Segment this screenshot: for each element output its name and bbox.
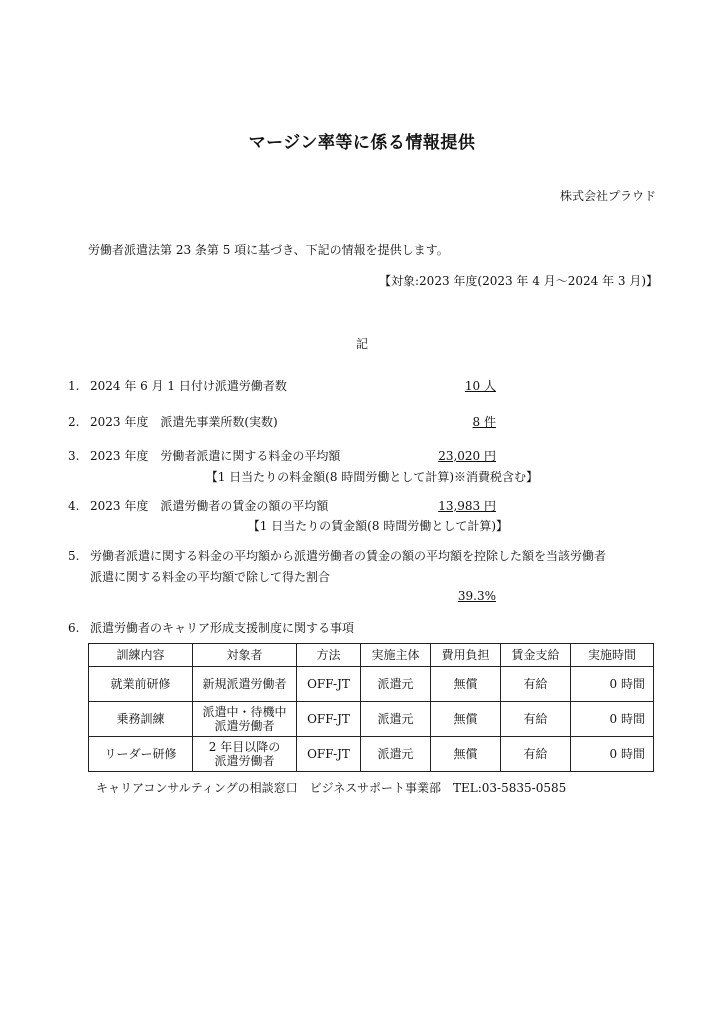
- cell-cost: 無償: [431, 737, 501, 772]
- cell-cost: 無償: [431, 702, 501, 737]
- target-line-1: 派遣中・待機中: [202, 705, 287, 719]
- cell-course: 乗務訓練: [89, 702, 193, 737]
- item-4-value: 13,983 円: [438, 499, 496, 513]
- item-2-value: 8 件: [472, 415, 496, 429]
- cell-hours: 0 時間: [571, 667, 654, 702]
- item-number: 5.: [68, 549, 80, 563]
- cell-target: [193, 737, 297, 772]
- ki-heading: 記: [355, 337, 368, 351]
- header-course: 訓練内容: [89, 644, 193, 667]
- cell-method: OFF-JT: [297, 737, 361, 772]
- cell-wage: 有給: [501, 667, 571, 702]
- item-5: [68, 547, 606, 564]
- target-line-2: 派遣労働者: [214, 754, 275, 768]
- item-3-value: 23,020 円: [438, 449, 496, 463]
- company-name: 株式会社プラウド: [559, 189, 656, 203]
- item-3-note: 【1 日当たりの料金額(8 時間労働として計算)※消費税含む】: [205, 470, 538, 484]
- item-label: 2023 年度 派遣労働者の賃金の額の平均額: [90, 499, 329, 513]
- header-wage: 賃金支給: [501, 644, 571, 667]
- table-row: [89, 667, 654, 702]
- item-number: 1.: [68, 379, 80, 393]
- page-title: マージン率等に係る情報提供: [248, 133, 476, 153]
- item-line-1: 労働者派遣に関する料金の平均額から派遣労働者の賃金の額の平均額を控除した額を当該労働者: [90, 549, 607, 563]
- item-2: [68, 413, 278, 430]
- cell-cost: 無償: [431, 667, 501, 702]
- table-row: [89, 702, 654, 737]
- item-1-value: 10 人: [464, 379, 496, 393]
- cell-course: リーダー研修: [89, 737, 193, 772]
- cell-method: OFF-JT: [297, 702, 361, 737]
- item-number: 6.: [68, 621, 80, 635]
- cell-course: 就業前研修: [89, 667, 193, 702]
- item-label: 2023 年度 派遣先事業所数(実数): [90, 415, 278, 429]
- header-method: 方法: [297, 644, 361, 667]
- cell-entity: 派遣元: [361, 667, 431, 702]
- intro-text: 労働者派遣法第 23 条第 5 項に基づき、下記の情報を提供します。: [88, 243, 449, 257]
- header-entity: 実施主体: [361, 644, 431, 667]
- cell-target: [193, 702, 297, 737]
- item-number: 4.: [68, 499, 80, 513]
- table-header-row: [89, 644, 654, 667]
- item-1: [68, 377, 287, 394]
- cell-wage: 有給: [501, 702, 571, 737]
- item-5-value: 39.3%: [457, 589, 496, 603]
- header-target: 対象者: [193, 644, 297, 667]
- header-hours: 実施時間: [571, 644, 654, 667]
- career-training-table: [88, 643, 654, 772]
- cell-entity: 派遣元: [361, 737, 431, 772]
- target-line-1: 新規派遣労働者: [202, 677, 287, 691]
- item-number: 2.: [68, 415, 80, 429]
- target-line-2: 派遣労働者: [214, 719, 275, 733]
- cell-hours: 0 時間: [571, 737, 654, 772]
- item-label: 派遣労働者のキャリア形成支援制度に関する事項: [90, 621, 355, 635]
- target-period: 【対象:2023 年度(2023 年 4 月～2024 年 3 月)】: [379, 274, 658, 288]
- item-3: [68, 447, 340, 464]
- item-6: [68, 619, 354, 636]
- career-consulting-contact: キャリアコンサルティングの相談窓口 ビジネスサポート事業部 TEL:03-5835-0585: [96, 781, 567, 795]
- cell-wage: 有給: [501, 737, 571, 772]
- item-5-line-2: 派遣に関する料金の平均額で除して得た割合: [90, 570, 331, 584]
- cell-entity: 派遣元: [361, 702, 431, 737]
- target-line-1: 2 年目以降の: [208, 740, 281, 754]
- cell-method: OFF-JT: [297, 667, 361, 702]
- table-row: [89, 737, 654, 772]
- item-label: 2024 年 6 月 1 日付け派遣労働者数: [90, 379, 287, 393]
- cell-target: [193, 667, 297, 702]
- item-label: 2023 年度 労働者派遣に関する料金の平均額: [90, 449, 341, 463]
- header-cost: 費用負担: [431, 644, 501, 667]
- item-4: [68, 497, 328, 514]
- item-number: 3.: [68, 449, 80, 463]
- item-4-note: 【1 日当たりの賃金額(8 時間労働として計算)】: [247, 519, 508, 533]
- cell-hours: 0 時間: [571, 702, 654, 737]
